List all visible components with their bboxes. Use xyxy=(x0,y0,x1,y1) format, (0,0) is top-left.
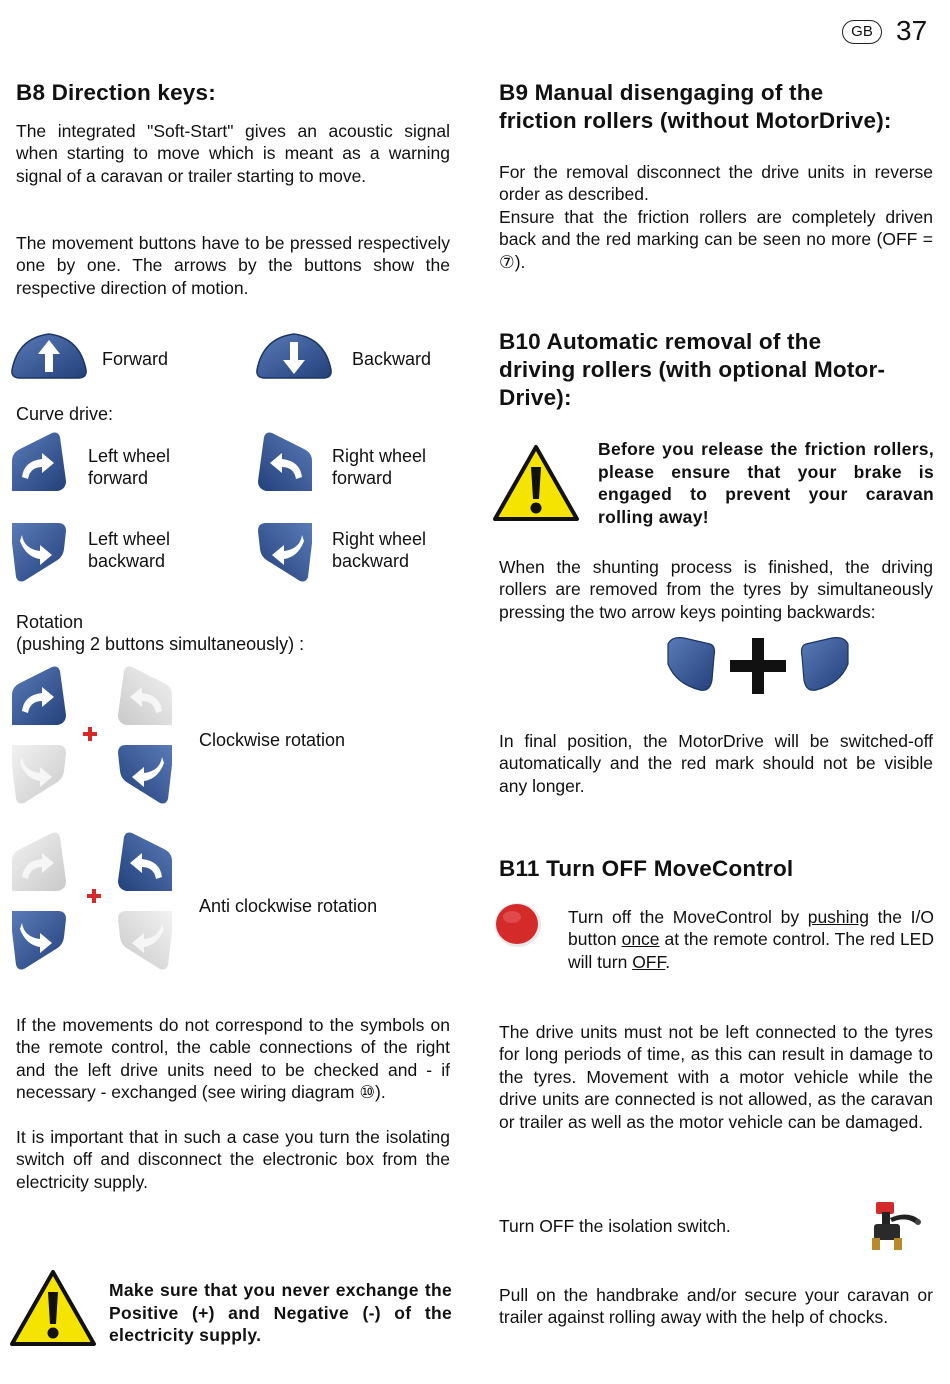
b8-para4: It is important that in such a case you turn the isolating switch off and disconnect the electronic box from the electricity supply. xyxy=(16,1127,450,1192)
rotation-title: Rotation xyxy=(16,612,84,632)
left-wheel-backward-line2: backward xyxy=(88,551,166,571)
b10-title-line1: B10 Automatic removal of the xyxy=(499,329,822,354)
right-wheel-forward-line2: forward xyxy=(332,468,393,488)
clockwise-label: Clockwise rotation xyxy=(199,730,346,750)
forward-label: Forward xyxy=(102,349,169,369)
clockwise-rotation-diagram xyxy=(6,664,178,806)
anticlockwise-label: Anti clockwise rotation xyxy=(199,896,378,916)
forward-key-icon xyxy=(8,330,90,382)
b8-para3: If the movements do not correspond to the symbols on the remote control, the cable connections of the right and the left drive units need to be checked and - if necessary - exchanged (see wiring diagram ⑩). xyxy=(16,1015,450,1103)
two-backward-keys-diagram xyxy=(662,634,854,698)
b8-para1: The integrated "Soft-Start" gives an acoustic signal when starting to move which is meant as a warning signal of a caravan or trailer starting to move. xyxy=(16,121,450,186)
b10-title-line3: Drive): xyxy=(499,385,572,410)
b10-title-line2: driving rollers (with optional Motor- xyxy=(499,357,886,382)
left-forward-key-inactive-icon xyxy=(8,830,68,896)
left-wheel-forward-key-icon xyxy=(8,430,68,496)
b10-para2: In final position, the MotorDrive will be switched-off automatically and the red mark should not be visible any longer. xyxy=(499,731,933,796)
b8-para2: The movement buttons have to be pressed respectively one by one. The arrows by the buttons show the respective direction of motion. xyxy=(16,233,450,298)
plus-icon xyxy=(86,888,102,904)
left-wheel-forward-line1: Left wheel xyxy=(88,446,171,466)
b9-title-line2: friction rollers (without MotorDrive): xyxy=(499,108,892,133)
b8-title: B8 Direction keys: xyxy=(16,80,216,105)
underline-off: OFF xyxy=(632,951,666,972)
left-wheel-backward-key-icon xyxy=(8,518,68,584)
left-backward-key-active-icon xyxy=(8,906,68,972)
rotation-subtitle: (pushing 2 buttons simultaneously) : xyxy=(16,634,305,654)
plus-icon xyxy=(82,726,98,742)
b9-para2: Ensure that the friction rollers are completely driven back and the red marking can be seen no more (OFF = ⑦). xyxy=(499,207,933,272)
right-wheel-forward-line1: Right wheel xyxy=(332,446,427,466)
b10-para1: When the shunting process is finished, the driving rollers are removed from the tyres by simultaneously pressing the two arrow keys pointing backwards: xyxy=(499,557,933,622)
b11-instruction: Turn off the MoveControl by pushing the I/O button once at the remote control. The red LED will turn OFF. xyxy=(568,907,934,972)
b11-para2: Pull on the handbrake and/or secure your caravan or trailer against rolling away with the help of chocks. xyxy=(499,1285,933,1328)
left-backward-key-inactive-icon xyxy=(8,740,68,806)
right-forward-key-inactive-icon xyxy=(116,664,176,730)
io-button-icon xyxy=(492,900,544,950)
underline-pushing: pushing xyxy=(807,907,870,927)
right-forward-key-active-icon xyxy=(116,830,176,896)
left-wheel-forward-line2: forward xyxy=(88,468,149,488)
right-backward-key-inactive-icon xyxy=(116,906,176,972)
isolation-switch-label: Turn OFF the isolation switch. xyxy=(499,1216,731,1236)
b10-warning: Before you release the friction rollers, please ensure that your brake is engaged to prevent your caravan rolling away! xyxy=(598,439,934,527)
right-wheel-backward-line1: Right wheel xyxy=(332,529,427,549)
isolation-switch-icon xyxy=(868,1198,930,1256)
left-wheel-backward-line1: Left wheel xyxy=(88,529,171,549)
b11-title: B11 Turn OFF MoveControl xyxy=(499,856,794,881)
b11-para1: The drive units must not be left connected to the tyres for long periods of time, as this can result in damage to the tyres. Movement with a motor vehicle while the drive units are connected is not allowed, as the caravan or trailer as well as the motor vehicle can be damaged. xyxy=(499,1022,933,1132)
right-wheel-backward-line2: backward xyxy=(332,551,410,571)
right-wheel-forward-key-icon xyxy=(256,430,316,496)
left-forward-key-active-icon xyxy=(8,664,68,730)
b9-title-line1: B9 Manual disengaging of the xyxy=(499,80,824,105)
curve-drive-label: Curve drive: xyxy=(16,404,114,424)
underline-once: once xyxy=(621,929,660,950)
warning-triangle-icon xyxy=(8,1268,98,1348)
b9-para1: For the removal disconnect the drive units in reverse order as described. xyxy=(499,162,933,205)
b8-warning: Make sure that you never exchange the Positive (+) and Negative (-) of the electricity supply. xyxy=(109,1280,452,1345)
warning-triangle-icon xyxy=(491,443,581,523)
backward-label: Backward xyxy=(352,349,432,369)
right-backward-key-active-icon xyxy=(116,740,176,806)
page-number: 37 xyxy=(896,15,928,46)
anticlockwise-rotation-diagram xyxy=(6,830,178,972)
backward-key-icon xyxy=(253,330,335,382)
right-wheel-backward-key-icon xyxy=(256,518,316,584)
language-badge: GB xyxy=(842,20,882,44)
